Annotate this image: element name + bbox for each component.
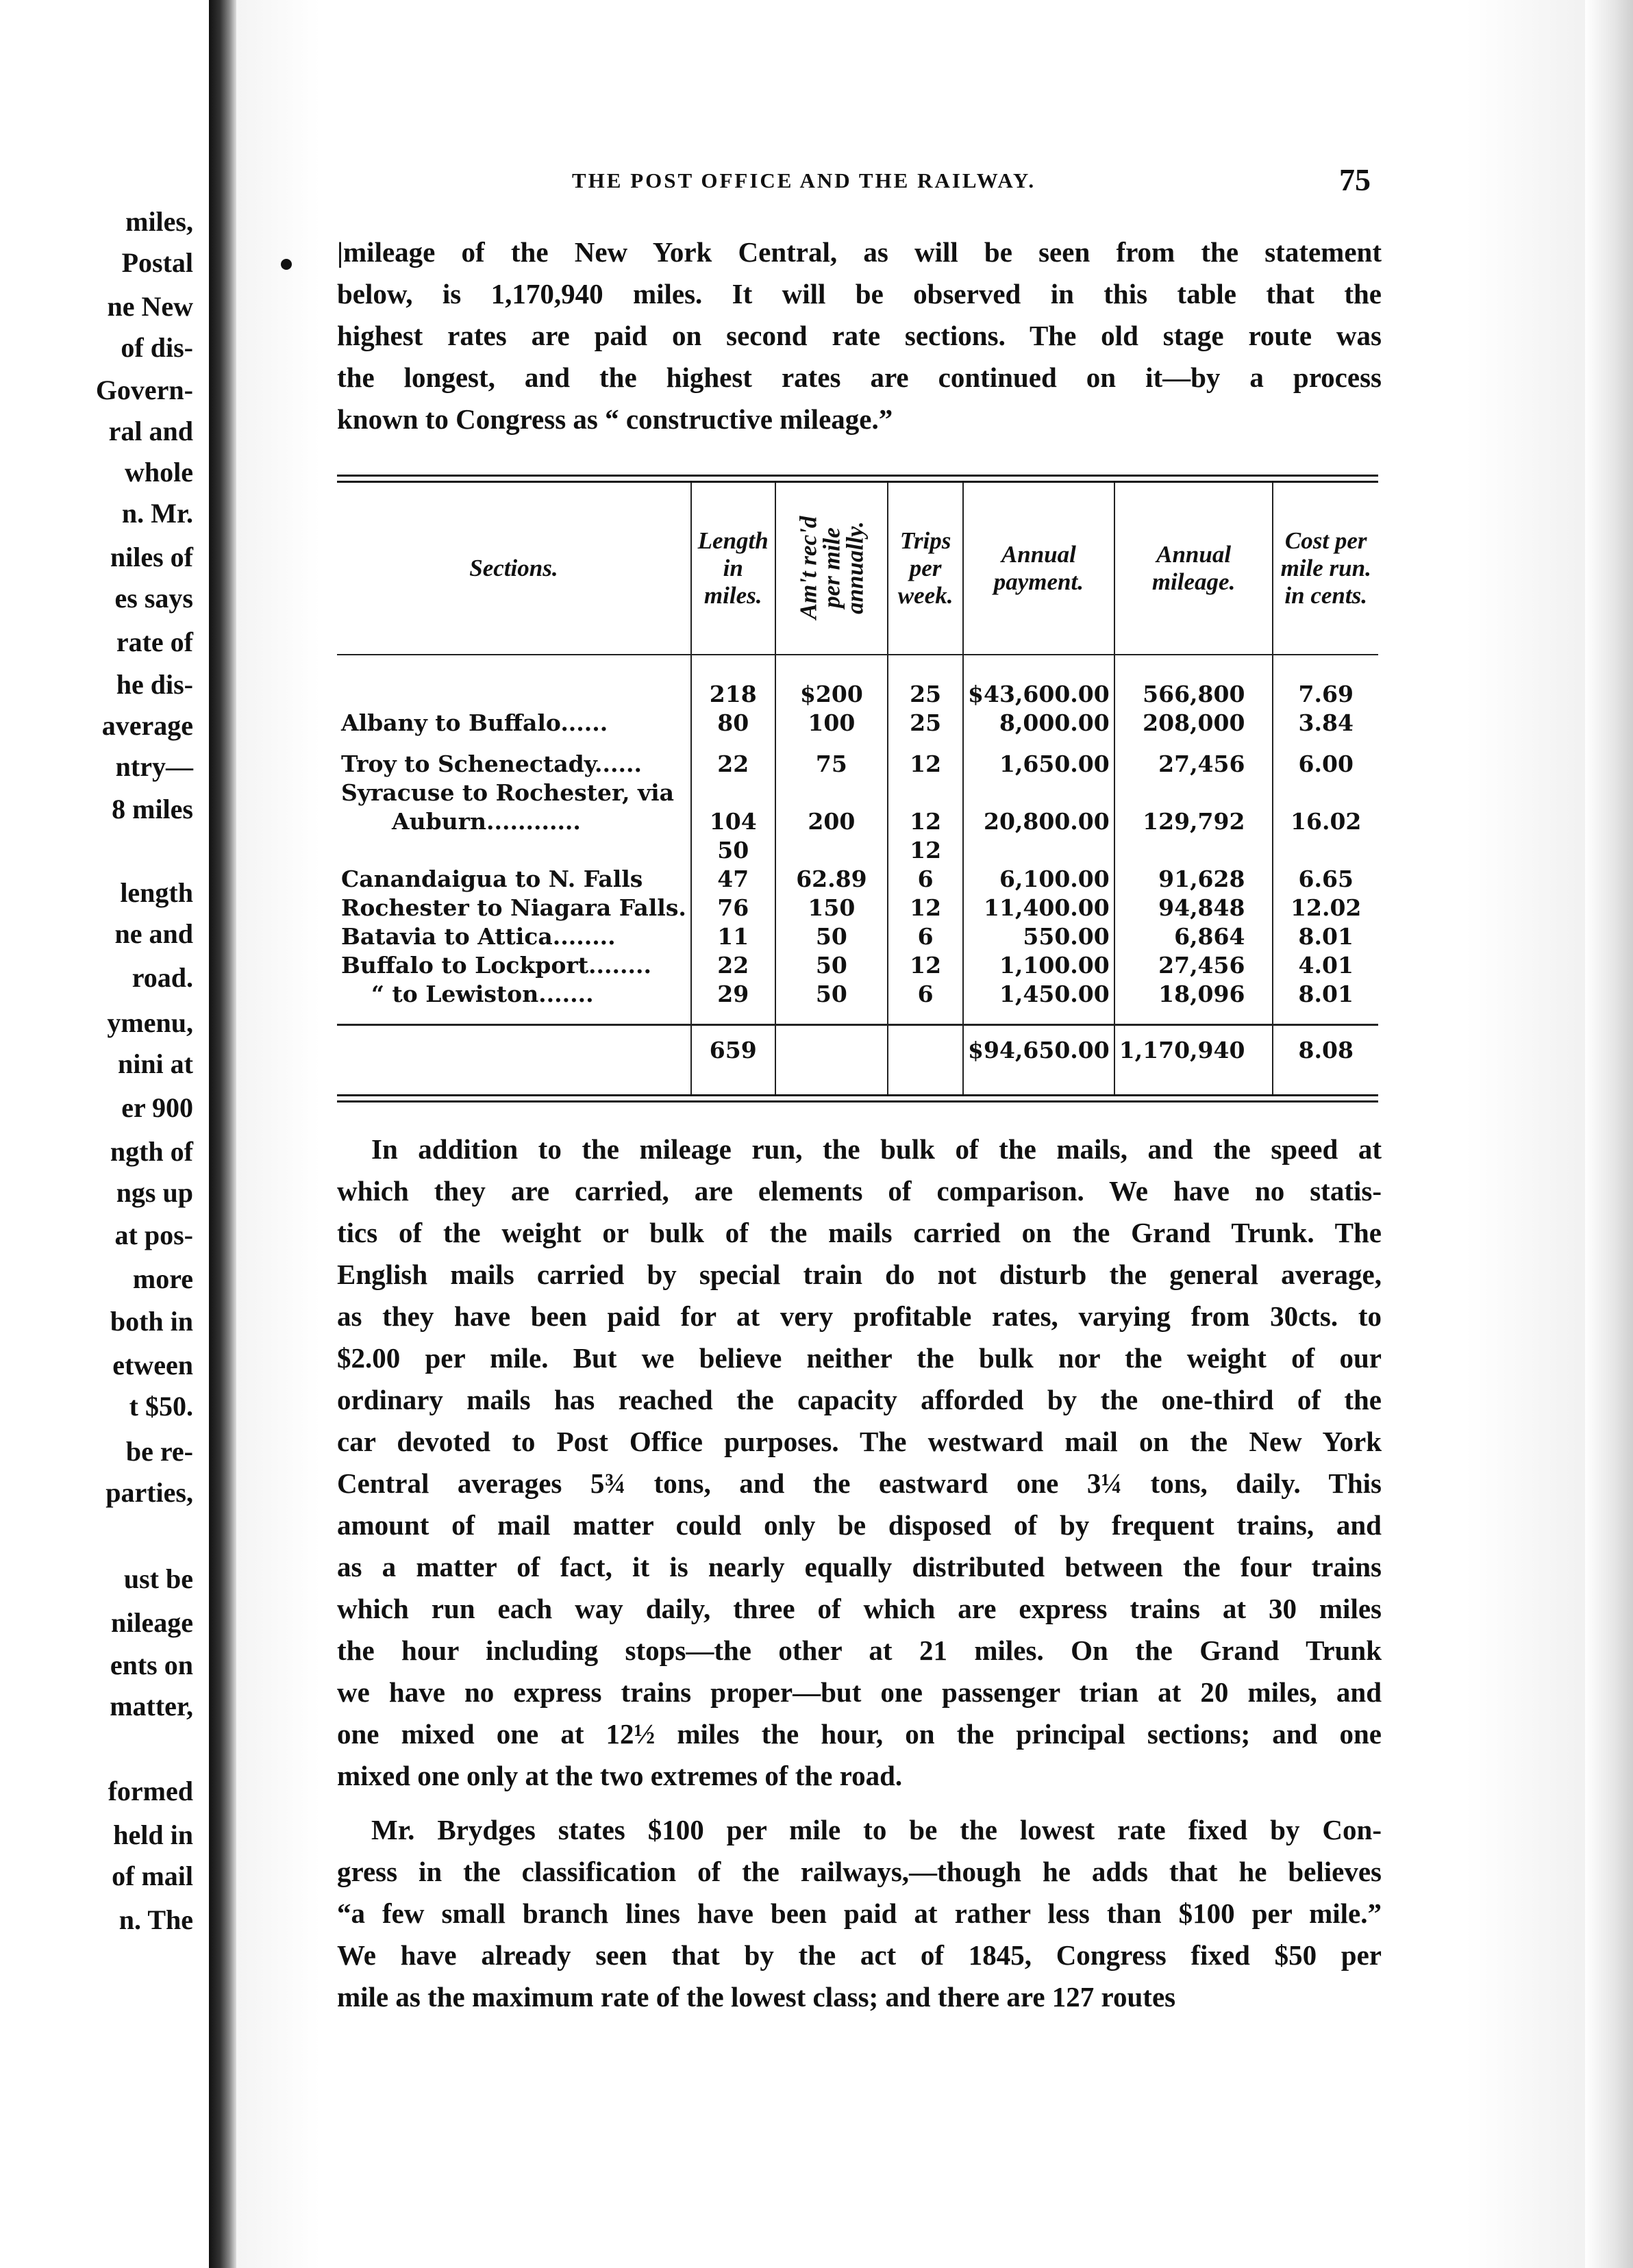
text-line: amount of mail matter could only be disposed of by frequent trains, and xyxy=(337,1509,1382,1541)
spacer-cell xyxy=(888,1075,963,1094)
left-page-line: ymenu, xyxy=(107,1007,193,1038)
left-page-line: held in xyxy=(113,1819,193,1850)
cell-section: Troy to Schenectady...... xyxy=(341,751,642,777)
spacer-cell xyxy=(963,1075,1114,1094)
table-bottom-rule xyxy=(337,1094,1378,1102)
cell-trips: 6 xyxy=(888,980,963,1009)
text-line: $2.00 per mile. But we believe neither the bulk nor the weight of our xyxy=(337,1342,1382,1374)
text-line: Mr. Brydges states $100 per mile to be the lowest rate fixed by Con- xyxy=(371,1814,1382,1845)
spacer-cell xyxy=(888,1009,963,1025)
page-edge-shadow xyxy=(1585,0,1633,2268)
cell-trips: 12 xyxy=(888,807,963,836)
spacer-cell xyxy=(963,1009,1114,1025)
left-page-line: ntry— xyxy=(115,751,193,782)
left-page-line: he dis- xyxy=(116,669,193,700)
text-line: mile as the maximum rate of the lowest class; and there are 127 routes xyxy=(337,1981,1176,2013)
spacer-cell xyxy=(1273,655,1378,680)
paragraph-bulk-speed xyxy=(337,1129,1382,1797)
spacer-cell xyxy=(691,738,775,750)
cell-amount: 100 xyxy=(775,709,888,738)
page-number: 75 xyxy=(1339,162,1371,197)
cell-cost: 6.65 xyxy=(1273,865,1378,894)
cell-length: 22 xyxy=(691,951,775,980)
cell-cost xyxy=(1273,779,1378,807)
table-row xyxy=(337,894,1378,922)
left-page-line: miles, xyxy=(125,206,193,237)
text-line: tics of the weight or bulk of the mails carried on the Grand Trunk. The xyxy=(337,1217,1382,1248)
cell-trips: 6 xyxy=(888,865,963,894)
cell-cost: 4.01 xyxy=(1273,951,1378,980)
left-page-line: n. Mr. xyxy=(121,498,193,529)
left-page-line: rate of xyxy=(116,627,193,657)
cell-mileage: 129,792 xyxy=(1114,807,1273,836)
cell-cost: 3.84 xyxy=(1273,709,1378,738)
mileage-table xyxy=(337,475,1378,1102)
text-line: highest rates are paid on second rate sections. The old stage route was xyxy=(337,320,1382,351)
spacer-row xyxy=(337,1075,1378,1094)
text-line: the hour including stops—the other at 21 miles. On the Grand Trunk xyxy=(337,1635,1382,1666)
text-line: known to Congress as “ constructive mileage.” xyxy=(337,403,893,435)
cell-length: 22 xyxy=(691,750,775,779)
cell-payment: 20,800.00 xyxy=(963,807,1114,836)
col-header-sections: Sections. xyxy=(337,483,691,655)
cell-trips: 6 xyxy=(888,922,963,951)
left-page-line: formed xyxy=(108,1776,193,1806)
col-header-length: Length in miles. xyxy=(691,483,775,655)
text-line: the longest, and the highest rates are continued on it—by a process xyxy=(337,362,1382,393)
spacer-cell xyxy=(775,1009,888,1025)
spacer-cell xyxy=(963,655,1114,680)
cell-amount: 75 xyxy=(775,750,888,779)
table-row xyxy=(337,709,1378,738)
cell-payment: 6,100.00 xyxy=(963,865,1114,894)
table-header-row xyxy=(337,483,1378,655)
text-line: we have no express trains proper—but one passenger trian at 20 miles, and xyxy=(337,1676,1382,1708)
table-row xyxy=(337,980,1378,1009)
cell-amount: 200 xyxy=(775,807,888,836)
cell-trips: 12 xyxy=(888,951,963,980)
table-row xyxy=(337,836,1378,865)
table-row xyxy=(337,807,1378,836)
table-row xyxy=(337,951,1378,980)
total-cell xyxy=(337,1025,691,1076)
left-page-line: be re- xyxy=(125,1436,193,1467)
cell-payment: 1,450.00 xyxy=(963,980,1114,1009)
cell-amount xyxy=(775,836,888,865)
total-cell: 659 xyxy=(691,1025,775,1076)
left-page-line: of mail xyxy=(112,1861,193,1891)
cell-mileage: 566,800 xyxy=(1114,680,1273,709)
text-line: “a few small branch lines have been paid at rather less than $100 per mile.” xyxy=(337,1898,1382,1929)
cell-payment xyxy=(963,836,1114,865)
spacer-cell xyxy=(691,1009,775,1025)
table-row xyxy=(337,750,1378,779)
cell-section xyxy=(337,836,691,865)
cell-length: 104 xyxy=(691,807,775,836)
left-page-line: es says xyxy=(114,583,193,614)
table-row xyxy=(337,779,1378,807)
cell-trips: 12 xyxy=(888,894,963,922)
text-line: We have already seen that by the act of 1845, Congress fixed $50 per xyxy=(337,1939,1382,1971)
left-page-line: Postal xyxy=(121,247,193,278)
col-header-mileage: Annual mileage. xyxy=(1114,483,1273,655)
left-page-line: n. The xyxy=(119,1904,193,1935)
cell-section: Canandaigua to N. Falls xyxy=(341,866,643,892)
cell-mileage: 27,456 xyxy=(1114,750,1273,779)
cell-cost: 12.02 xyxy=(1273,894,1378,922)
cell-cost: 8.01 xyxy=(1273,980,1378,1009)
text-line: In addition to the mileage run, the bulk of the mails, and the speed at xyxy=(371,1133,1382,1165)
cell-amount: 50 xyxy=(775,922,888,951)
spacer-row xyxy=(337,738,1378,750)
left-page-line: ne and xyxy=(114,918,193,949)
cell-section: Albany to Buffalo...... xyxy=(341,709,608,736)
table-row xyxy=(337,865,1378,894)
cell-mileage xyxy=(1114,779,1273,807)
paragraph-intro xyxy=(337,231,1382,440)
spacer-cell xyxy=(775,655,888,680)
cell-payment xyxy=(963,779,1114,807)
cell-amount: 50 xyxy=(775,980,888,1009)
cell-payment: 11,400.00 xyxy=(963,894,1114,922)
left-page-line: ngs up xyxy=(116,1177,193,1208)
cell-mileage: 18,096 xyxy=(1114,980,1273,1009)
text-line: English mails carried by special train do not disturb the general average, xyxy=(337,1259,1382,1290)
cell-amount xyxy=(775,779,888,807)
cell-length: 50 xyxy=(691,836,775,865)
cell-mileage: 6,864 xyxy=(1114,922,1273,951)
spacer-cell xyxy=(888,738,963,750)
cell-cost: 7.69 xyxy=(1273,680,1378,709)
left-page-line: Govern- xyxy=(95,375,193,405)
cell-length: 29 xyxy=(691,980,775,1009)
table-row xyxy=(337,922,1378,951)
cell-mileage: 91,628 xyxy=(1114,865,1273,894)
cell-mileage: 94,848 xyxy=(1114,894,1273,922)
spacer-cell xyxy=(691,1075,775,1094)
total-cell: 8.08 xyxy=(1273,1025,1378,1076)
cell-payment: 1,100.00 xyxy=(963,951,1114,980)
text-line: car devoted to Post Office purposes. The westward mail on the New York xyxy=(337,1426,1382,1457)
spacer-cell xyxy=(963,738,1114,750)
cell-length: 47 xyxy=(691,865,775,894)
spacer-cell xyxy=(775,738,888,750)
cell-cost xyxy=(1273,836,1378,865)
cell-section xyxy=(337,680,691,709)
cell-cost: 16.02 xyxy=(1273,807,1378,836)
cell-payment: 1,650.00 xyxy=(963,750,1114,779)
text-line: which run each way daily, three of which are express trains at 30 miles xyxy=(337,1593,1382,1624)
left-page-line: road. xyxy=(132,962,193,993)
total-cell: $94,650.00 xyxy=(963,1025,1114,1076)
cell-length: 218 xyxy=(691,680,775,709)
spacer-cell xyxy=(337,655,691,680)
col-header-payment: Annual payment. xyxy=(963,483,1114,655)
table-total-row xyxy=(337,1025,1378,1076)
spacer-cell xyxy=(1114,1075,1273,1094)
left-page-line: of dis- xyxy=(121,332,193,363)
left-page-line: average xyxy=(101,710,193,741)
table-top-rule xyxy=(337,475,1378,483)
cell-length: 11 xyxy=(691,922,775,951)
cell-cost: 8.01 xyxy=(1273,922,1378,951)
left-page-line: both in xyxy=(110,1306,193,1337)
cell-length: 76 xyxy=(691,894,775,922)
cell-trips xyxy=(888,779,963,807)
spacer-cell xyxy=(1114,655,1273,680)
spacer-row xyxy=(337,1009,1378,1025)
spacer-cell xyxy=(1273,1075,1378,1094)
spacer-cell xyxy=(337,1075,691,1094)
total-cell xyxy=(775,1025,888,1076)
cell-payment: 8,000.00 xyxy=(963,709,1114,738)
left-page-fragment xyxy=(0,0,205,2268)
left-page-line: nileage xyxy=(111,1607,193,1638)
spacer-cell xyxy=(337,738,691,750)
cell-amount: 62.89 xyxy=(775,865,888,894)
spacer-cell xyxy=(1273,738,1378,750)
left-page-line: ents on xyxy=(110,1650,193,1680)
left-page-line: length xyxy=(120,877,193,908)
spacer-cell xyxy=(1114,1009,1273,1025)
left-page-line: ust be xyxy=(123,1563,193,1594)
cell-mileage: 27,456 xyxy=(1114,951,1273,980)
total-cell: 1,170,940 xyxy=(1114,1025,1273,1076)
text-line: as they have been paid for at very profitable rates, varying from 30cts. to xyxy=(337,1300,1382,1332)
cell-payment: 550.00 xyxy=(963,922,1114,951)
left-page-line: etween xyxy=(112,1350,193,1381)
col-header-trips: Trips per week. xyxy=(888,483,963,655)
left-page-line: ne New xyxy=(107,291,193,322)
paragraph-brydges xyxy=(337,1809,1382,2018)
cell-trips: 25 xyxy=(888,709,963,738)
text-line: Central averages 5¾ tons, and the eastward one 3¼ tons, daily. This xyxy=(337,1467,1382,1499)
margin-dot xyxy=(281,259,292,270)
text-line: gress in the classification of the railways,—though he adds that he believes xyxy=(337,1856,1382,1887)
left-page-line: 8 miles xyxy=(112,794,193,824)
cell-section: “ to Lewiston....... xyxy=(371,981,594,1007)
text-line: as a matter of fact, it is nearly equally distributed between the four trains xyxy=(337,1551,1382,1583)
left-page-line: at pos- xyxy=(114,1220,193,1250)
cell-amount: $200 xyxy=(775,680,888,709)
text-line: |mileage of the New York Central, as will be seen from the statement xyxy=(337,236,1382,268)
book-gutter xyxy=(209,0,236,2268)
text-line: one mixed one at 12½ miles the hour, on the principal sections; and one xyxy=(337,1718,1382,1750)
left-page-line: er 900 xyxy=(121,1092,193,1123)
left-page-line: ngth of xyxy=(110,1136,193,1167)
left-page-line: nini at xyxy=(117,1048,193,1079)
text-line: which they are carried, are elements of comparison. We have no statis- xyxy=(337,1175,1382,1207)
spacer-cell xyxy=(888,655,963,680)
spacer-cell xyxy=(775,1075,888,1094)
left-page-line: matter, xyxy=(110,1691,193,1722)
cell-trips: 12 xyxy=(888,836,963,865)
running-head: THE POST OFFICE AND THE RAILWAY. xyxy=(572,168,1036,192)
spacer-cell xyxy=(691,655,775,680)
col-header-amount: Am't rec'd per mile annually. xyxy=(775,483,888,655)
left-page-line: ral and xyxy=(108,416,193,446)
spacer-cell xyxy=(1273,1009,1378,1025)
text-line: mixed one only at the two extremes of the road. xyxy=(337,1760,903,1791)
table-grid xyxy=(337,483,1378,1094)
cell-trips: 25 xyxy=(888,680,963,709)
cell-section: Buffalo to Lockport........ xyxy=(341,952,651,979)
cell-section: Syracuse to Rochester, via xyxy=(341,779,675,806)
cell-trips: 12 xyxy=(888,750,963,779)
cell-payment: $43,600.00 xyxy=(963,680,1114,709)
col-header-cost: Cost per mile run. in cents. xyxy=(1273,483,1378,655)
cell-section: Batavia to Attica........ xyxy=(341,923,616,950)
table-row xyxy=(337,680,1378,709)
cell-length xyxy=(691,779,775,807)
cell-mileage xyxy=(1114,836,1273,865)
cell-mileage: 208,000 xyxy=(1114,709,1273,738)
text-line: below, is 1,170,940 miles. It will be observed in this table that the xyxy=(337,278,1382,310)
cell-section: Rochester to Niagara Falls. xyxy=(341,894,686,921)
left-page-line: whole xyxy=(125,457,193,488)
spacer-row xyxy=(337,655,1378,680)
cell-section: Auburn............ xyxy=(392,808,581,835)
cell-amount: 150 xyxy=(775,894,888,922)
left-page-line: parties, xyxy=(105,1477,193,1508)
cell-length: 80 xyxy=(691,709,775,738)
left-page-line: niles of xyxy=(110,542,193,572)
cell-cost: 6.00 xyxy=(1273,750,1378,779)
spacer-cell xyxy=(1114,738,1273,750)
total-cell xyxy=(888,1025,963,1076)
cell-amount: 50 xyxy=(775,951,888,980)
text-line: ordinary mails has reached the capacity afforded by the one-third of the xyxy=(337,1384,1382,1415)
left-page-line: more xyxy=(132,1263,193,1294)
left-page-line: t $50. xyxy=(129,1391,193,1422)
spacer-cell xyxy=(337,1009,691,1025)
